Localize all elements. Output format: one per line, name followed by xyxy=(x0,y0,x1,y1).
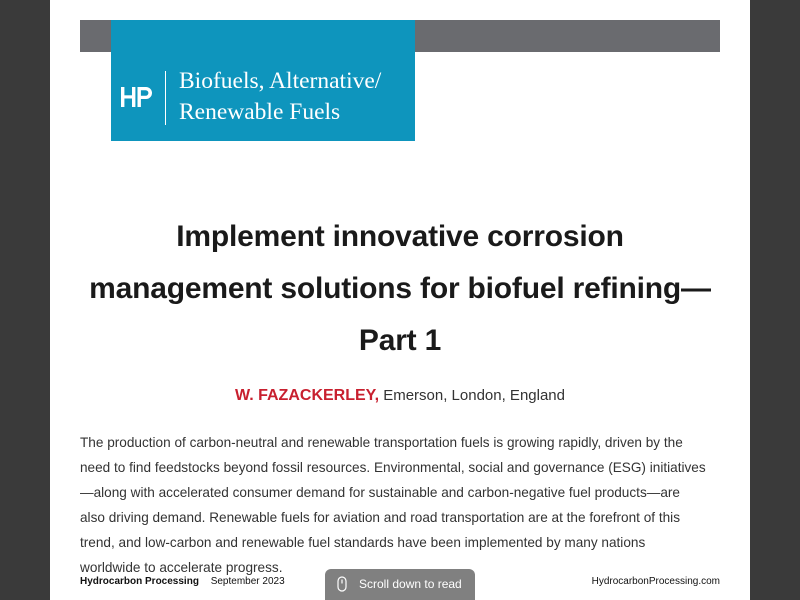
body-line: The production of carbon-neutral and renewable transportation fuels is growing rapidly, driven by the xyxy=(80,435,683,450)
mouse-icon xyxy=(337,576,347,592)
scroll-hint-button[interactable] xyxy=(325,569,475,600)
section-divider xyxy=(165,71,166,125)
footer-publication: Hydrocarbon Processing xyxy=(80,576,199,587)
byline xyxy=(50,386,750,406)
article-title-line2: management solutions for biofuel refining— xyxy=(89,272,711,305)
section-banner xyxy=(111,20,415,141)
author-affiliation: Emerson, London, England xyxy=(383,387,565,404)
body-line: trend, and low-carbon and renewable fuel standards have been implemented by many nations xyxy=(80,535,646,550)
body-line: need to find feedstocks beyond fossil resources. Environmental, social and governance (ESG) initiatives xyxy=(80,460,706,475)
body-line: worldwide to accelerate progress. xyxy=(80,560,283,575)
section-title-line1: Biofuels, Alternative/ xyxy=(179,68,382,94)
article-title-line3: Part 1 xyxy=(358,324,442,357)
section-title xyxy=(179,66,381,128)
section-title-line2: Renewable Fuels xyxy=(179,99,341,125)
body-line: —along with accelerated consumer demand for sustainable and carbon-negative fuel products—are xyxy=(80,485,680,500)
body-line: also driving demand. Renewable fuels for aviation and road transportation are at the forefront of this xyxy=(80,510,680,525)
article-title xyxy=(70,211,730,367)
footer-website: HydrocarbonProcessing.com xyxy=(591,576,720,587)
footer-date: September 2023 xyxy=(210,576,285,587)
author-name: W. FAZACKERLEY, xyxy=(235,387,380,404)
hp-logo-icon xyxy=(120,84,154,110)
scroll-hint-label: Scroll down to read xyxy=(359,577,462,591)
article-body xyxy=(80,430,720,580)
article-title-line1: Implement innovative corrosion xyxy=(176,220,624,253)
document-page[interactable] xyxy=(50,0,750,600)
